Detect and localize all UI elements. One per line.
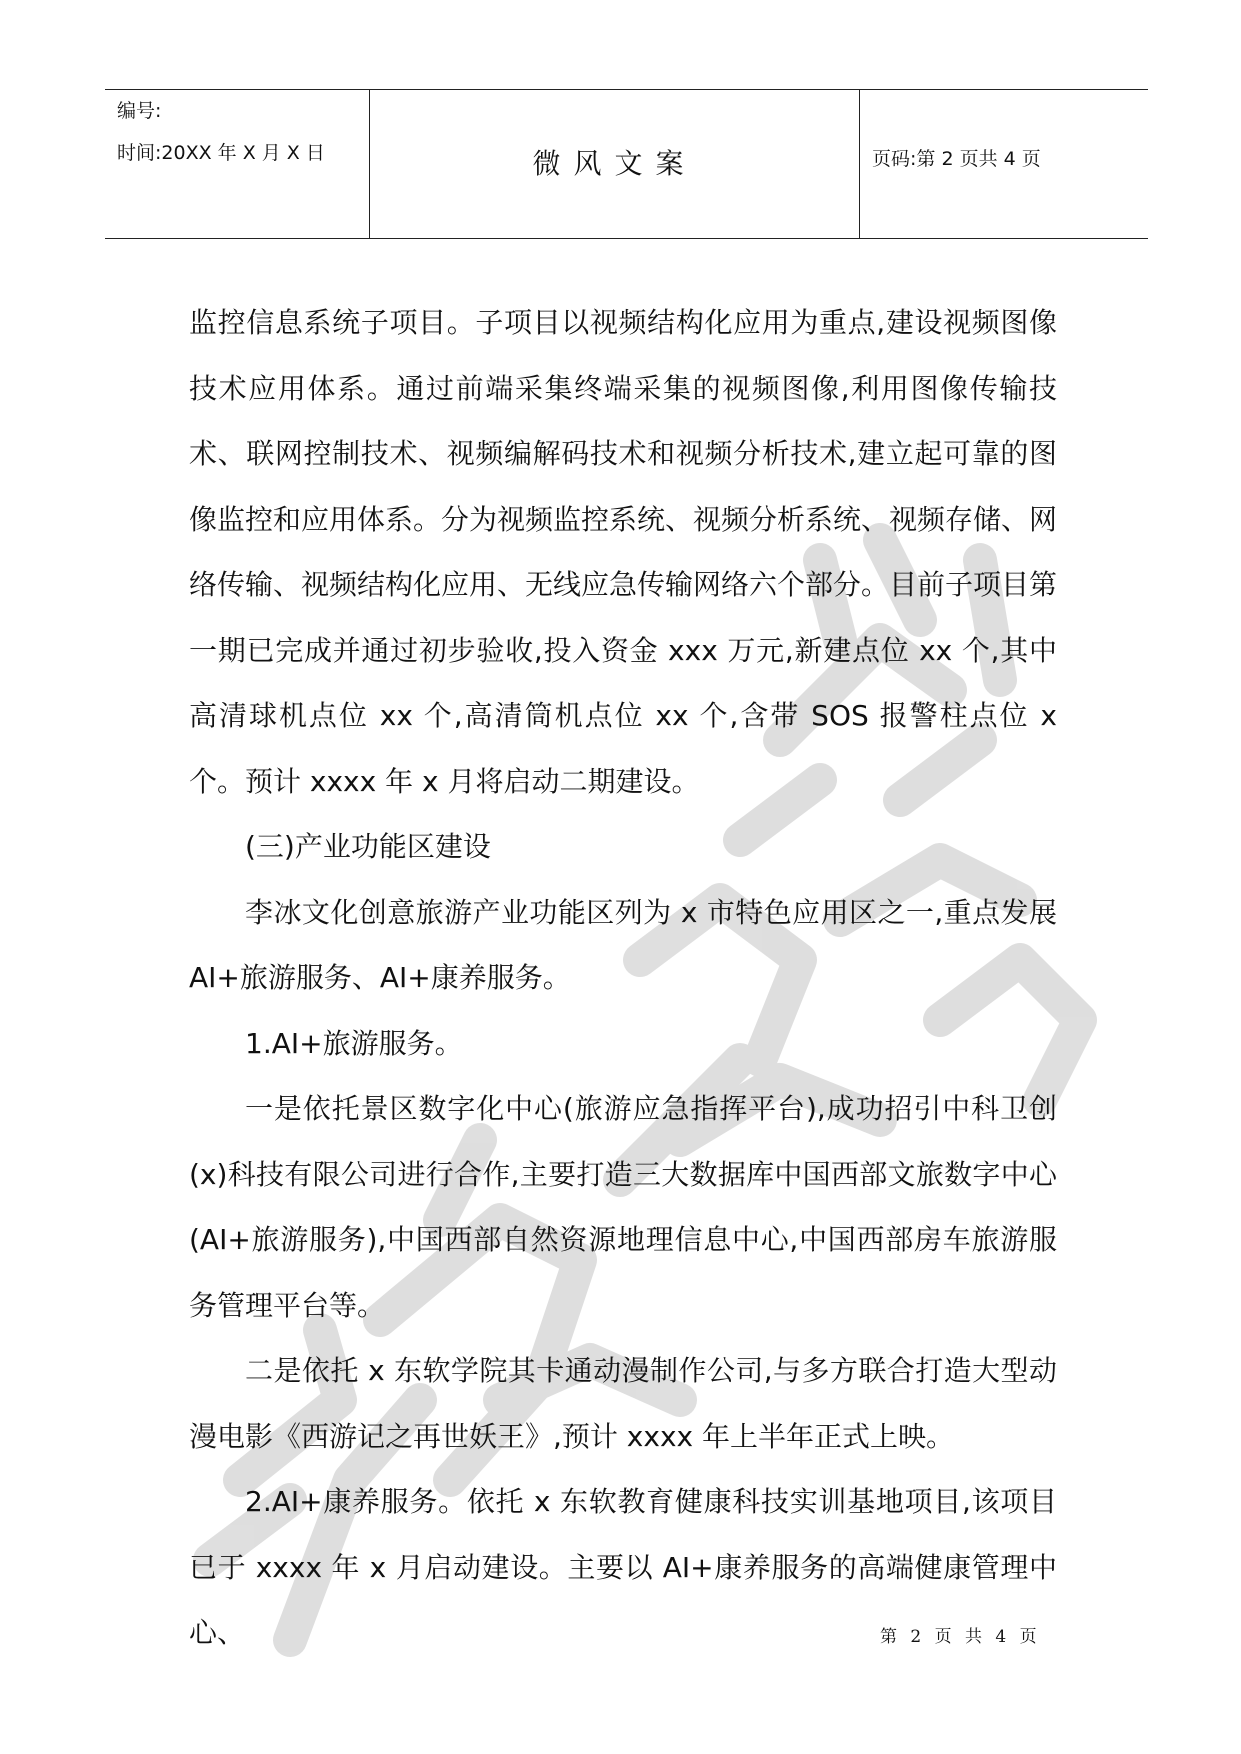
header-title-cell [370, 90, 860, 238]
document-title: 微风文案 [532, 147, 697, 180]
section-heading-industry-zone: (三)产业功能区建设 [245, 830, 491, 863]
document-header [105, 89, 1148, 239]
page-number-label: 页码:第 2 页共 4 页 [872, 148, 1041, 170]
header-page-cell [860, 90, 1148, 238]
paragraph-ai-tourism-second: 二是依托 x 东软学院其卡通动漫制作公司,与多方联合打造大型动漫电影《西游记之再世妖王》,预计 xxxx 年上半年正式上映。 [189, 1354, 1057, 1453]
paragraph-industry-zone-intro: 李冰文化创意旅游产业功能区列为 x 市特色应用区之一,重点发展 AI+旅游服务、AI+康养服务。 [189, 895, 1057, 994]
paragraph-monitoring-system: 监控信息系统子项目。子项目以视频结构化应用为重点,建设视频图像技术应用体系。通过前端采集终端采集的视频图像,利用图像传输技术、联网控制技术、视频编解码技术和视频分析技术,建立起可靠的图像监控和应用体系。分为视频监控系统、视频分析系统、视频存储、网络传输、视频结构化应用、无线应急传输网络六个部分。目前子项目第一期已完成并通过初步验收,投入资金 xxx 万元,新建点位 xx 个,其中高清球机点位 xx 个,高清筒机点位 xx 个,含带 SOS 报警柱点位 x 个。预计 xxxx 年 x 月将启动二期建设。 [189, 306, 1058, 798]
paragraph-ai-healthcare: 2.AI+康养服务。依托 x 东软教育健康科技实训基地项目,该项目已于 xxxx 年 x 月启动建设。主要以 AI+康养服务的高端健康管理中心、 [189, 1485, 1057, 1649]
paragraph-ai-tourism-first: 一是依托景区数字化中心(旅游应急指挥平台),成功招引中科卫创(x)科技有限公司进行合作,主要打造三大数据库中国西部文旅数字中心(AI+旅游服务),中国西部自然资源地理信息中心,中国西部房车旅游服务管理平台等。 [189, 1092, 1057, 1322]
document-time-label: 时间:20XX 年 X 月 X 日 [117, 142, 325, 164]
document-body [189, 290, 1057, 1666]
header-left-cell [105, 90, 370, 238]
document-number-label: 编号: [117, 100, 162, 122]
page-footer: 第 2 页 共 4 页 [880, 1627, 1041, 1647]
subheading-ai-tourism: 1.AI+旅游服务。 [245, 1026, 463, 1060]
